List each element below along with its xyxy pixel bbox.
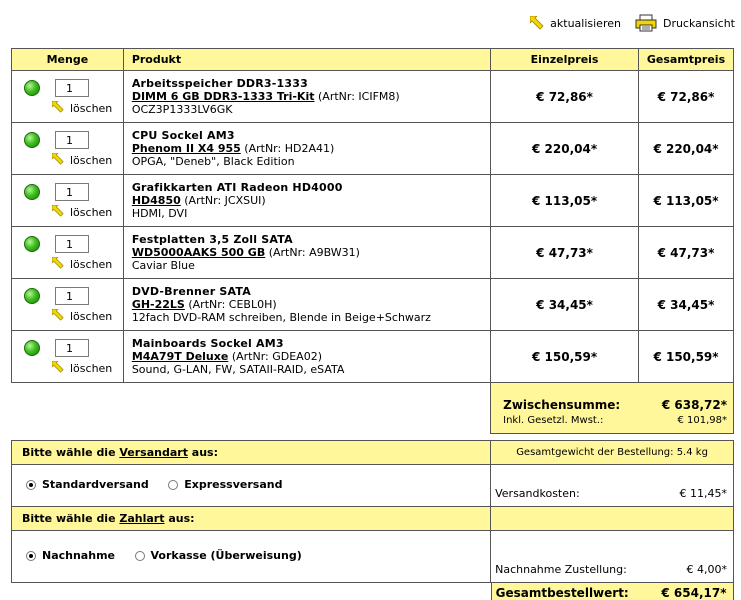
delete-button[interactable] — [52, 257, 112, 271]
shipping-payment-table — [11, 440, 734, 600]
product-name-link[interactable]: WD5000AAKS 500 GB — [131, 246, 266, 259]
total-price: € 113,05* — [639, 175, 734, 227]
delete-button[interactable] — [52, 153, 112, 167]
product-name-link[interactable]: GH-22LS — [131, 298, 185, 311]
subtotal-row — [12, 383, 734, 434]
unit-price: € 220,04* — [491, 123, 639, 175]
shipping-cost-label: Versandkosten: — [495, 487, 580, 500]
quantity-input[interactable] — [55, 235, 89, 253]
cart-table — [11, 48, 734, 434]
product-cell — [123, 279, 490, 331]
product-description: Caviar Blue — [131, 259, 195, 272]
shipping-prompt: Bitte wähle die Versandart aus: — [12, 441, 491, 465]
product-description: OCZ3P1333LV6GK — [131, 103, 233, 116]
cart-row — [12, 331, 734, 383]
product-cell — [123, 227, 490, 279]
grand-total-box — [491, 583, 734, 600]
delete-button[interactable] — [52, 309, 112, 323]
availability-green-icon — [24, 132, 40, 148]
subtotal-label: Zwischensumme: — [503, 398, 621, 412]
unit-price: € 150,59* — [491, 331, 639, 383]
vat-label: Inkl. Gesetzl. Mwst.: — [503, 415, 604, 426]
product-cell — [123, 175, 490, 227]
product-name-link[interactable]: M4A79T Deluxe — [131, 350, 229, 363]
availability-green-icon — [24, 288, 40, 304]
radio-button[interactable] — [168, 480, 178, 490]
product-name-link[interactable]: DIMM 6 GB DDR3-1333 Tri-Kit — [131, 90, 315, 103]
total-price: € 47,73* — [639, 227, 734, 279]
radio-cash-on-delivery[interactable]: Nachnahme — [26, 549, 115, 562]
product-category: Festplatten 3,5 Zoll SATA — [131, 233, 293, 246]
yellow-arrow-icon — [52, 309, 66, 323]
radio-express-shipping[interactable]: Expressversand — [168, 478, 282, 491]
product-article-number: (ArtNr: GDEA02) — [231, 350, 322, 363]
product-cell — [123, 123, 490, 175]
product-category: Arbeitsspeicher DDR3-1333 — [131, 77, 308, 90]
product-cell — [123, 71, 490, 123]
payment-prompt: Bitte wähle die Zahlart aus: — [12, 507, 491, 531]
delete-label: löschen — [70, 309, 113, 323]
header-total-price: Gesamtpreis — [639, 49, 734, 71]
yellow-arrow-icon — [52, 361, 66, 375]
product-description: OPGA, "Deneb", Black Edition — [131, 155, 295, 168]
quantity-input[interactable] — [55, 131, 89, 149]
availability-green-icon — [24, 184, 40, 200]
radio-button-selected[interactable] — [26, 551, 36, 561]
shipping-cost-value: € 11,45* — [679, 487, 727, 500]
subtotal-box — [491, 383, 734, 434]
availability-green-icon — [24, 80, 40, 96]
unit-price: € 34,45* — [491, 279, 639, 331]
total-price: € 220,04* — [639, 123, 734, 175]
yellow-arrow-icon — [530, 16, 544, 30]
delete-button[interactable] — [52, 101, 112, 115]
quantity-input[interactable] — [55, 183, 89, 201]
shipping-cost-cell — [491, 465, 734, 507]
product-description: Sound, G-LAN, FW, SATAII-RAID, eSATA — [131, 363, 345, 376]
print-view-label: Druckansicht — [662, 16, 735, 30]
availability-green-icon — [24, 236, 40, 252]
cart-header-row — [12, 49, 734, 71]
delete-label: löschen — [70, 153, 113, 167]
radio-prepayment[interactable]: Vorkasse (Überweisung) — [135, 549, 302, 562]
unit-price: € 47,73* — [491, 227, 639, 279]
quantity-input[interactable] — [55, 79, 89, 97]
quantity-input[interactable] — [55, 339, 89, 357]
grand-total-value: € 654,17* — [661, 586, 727, 600]
product-category: CPU Sockel AM3 — [131, 129, 235, 142]
cart-row — [12, 227, 734, 279]
delete-label: löschen — [70, 361, 113, 375]
product-article-number: (ArtNr: A9BW31) — [268, 246, 360, 259]
payment-cost-value: € 4,00* — [686, 563, 727, 576]
header-unit-price: Einzelpreis — [491, 49, 639, 71]
product-description: 12fach DVD-RAM schreiben, Blende in Beige+Schwarz — [131, 311, 431, 324]
quantity-input[interactable] — [55, 287, 89, 305]
subtotal-value: € 638,72* — [661, 398, 727, 412]
yellow-arrow-icon — [52, 153, 66, 167]
yellow-arrow-icon — [52, 257, 66, 271]
radio-button-selected[interactable] — [26, 480, 36, 490]
total-price: € 72,86* — [639, 71, 734, 123]
yellow-arrow-icon — [52, 205, 66, 219]
product-category: Mainboards Sockel AM3 — [131, 337, 284, 350]
cart-row — [12, 279, 734, 331]
print-view-link[interactable] — [635, 14, 735, 32]
product-name-link[interactable]: Phenom II X4 955 — [131, 142, 241, 155]
radio-button[interactable] — [135, 551, 145, 561]
delete-button[interactable] — [52, 205, 112, 219]
delete-button[interactable] — [52, 361, 112, 375]
product-article-number: (ArtNr: ICIFM8) — [318, 90, 400, 103]
delete-label: löschen — [70, 257, 113, 271]
cart-row — [12, 71, 734, 123]
grand-total-label: Gesamtbestellwert: — [495, 586, 629, 600]
cart-row — [12, 123, 734, 175]
product-article-number: (ArtNr: CEBL0H) — [188, 298, 277, 311]
payment-options — [12, 531, 491, 583]
shipping-options — [12, 465, 491, 507]
product-description: HDMI, DVI — [131, 207, 188, 220]
shipping-method-link[interactable]: Versandart — [119, 446, 188, 459]
radio-standard-shipping[interactable]: Standardversand — [26, 478, 149, 491]
payment-cost-cell — [491, 531, 734, 583]
total-price: € 150,59* — [639, 331, 734, 383]
unit-price: € 72,86* — [491, 71, 639, 123]
delete-label: löschen — [70, 205, 113, 219]
product-article-number: (ArtNr: JCXSUI) — [184, 194, 266, 207]
unit-price: € 113,05* — [491, 175, 639, 227]
refresh-link[interactable] — [530, 16, 621, 30]
product-article-number: (ArtNr: HD2A41) — [244, 142, 335, 155]
product-category: Grafikkarten ATI Radeon HD4000 — [131, 181, 343, 194]
yellow-arrow-icon — [52, 101, 66, 115]
refresh-label: aktualisieren — [550, 16, 621, 30]
header-qty: Menge — [12, 49, 124, 71]
total-price: € 34,45* — [639, 279, 734, 331]
product-category: DVD-Brenner SATA — [131, 285, 251, 298]
printer-icon — [635, 14, 657, 32]
vat-value: € 101,98* — [677, 415, 727, 426]
cart-row — [12, 175, 734, 227]
product-name-link[interactable]: HD4850 — [131, 194, 181, 207]
header-product: Produkt — [123, 49, 490, 71]
availability-green-icon — [24, 340, 40, 356]
order-weight: Gesamtgewicht der Bestellung: 5.4 kg — [491, 441, 734, 465]
delete-label: löschen — [70, 101, 113, 115]
payment-cost-label: Nachnahme Zustellung: — [495, 563, 627, 576]
product-cell — [123, 331, 490, 383]
payment-method-link[interactable]: Zahlart — [119, 512, 165, 525]
